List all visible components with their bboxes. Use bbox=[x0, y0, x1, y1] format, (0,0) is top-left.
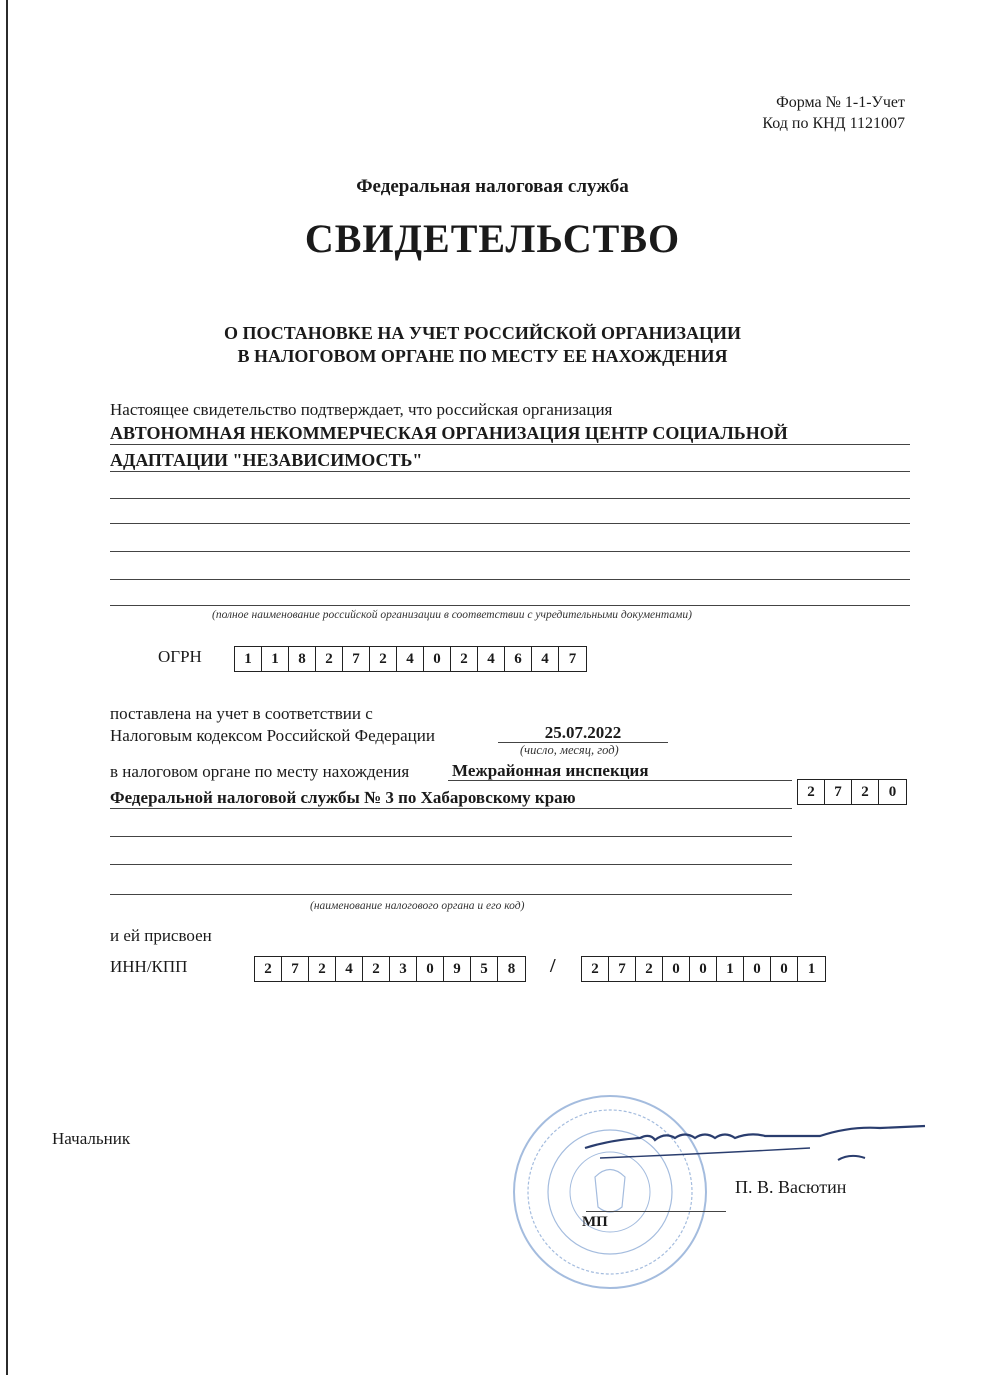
kpp-digits-cell: 0 bbox=[771, 957, 798, 981]
org-line-2 bbox=[110, 471, 910, 472]
tax-office-code-cell: 2 bbox=[852, 780, 879, 804]
ogrn-digits-cell: 1 bbox=[262, 647, 289, 671]
signature-stroke-2 bbox=[600, 1148, 810, 1158]
inn-digits-cell: 8 bbox=[507, 960, 516, 977]
inn-digits-cell: 7 bbox=[282, 957, 309, 981]
agency-name: Федеральная налоговая служба bbox=[356, 176, 629, 197]
position-title: Начальник bbox=[52, 1129, 131, 1148]
signature-stroke-3 bbox=[838, 1156, 865, 1160]
kpp-digits-cell: 0 bbox=[663, 957, 690, 981]
seal-place-label: МП bbox=[582, 1214, 608, 1230]
ogrn-digits-cell: 0 bbox=[424, 647, 451, 671]
org-caption: (полное наименование российской организации в соответствии с учредительными документами) bbox=[212, 609, 692, 621]
org-line-5 bbox=[110, 551, 910, 552]
kpp-digits-cell: 1 bbox=[807, 960, 816, 977]
ogrn-digits-cell: 2 bbox=[451, 647, 478, 671]
kpp-digits-cell: 7 bbox=[609, 957, 636, 981]
ogrn-digits-cell: 7 bbox=[568, 650, 577, 667]
tax-office-caption: (наименование налогового органа и его код) bbox=[310, 900, 525, 912]
form-number: Форма № 1-1-Учет bbox=[776, 94, 905, 111]
tax-office-line-2: Федеральной налоговой службы № 3 по Хабаровскому краю bbox=[110, 788, 576, 807]
org-name-line-2: АДАПТАЦИИ "НЕЗАВИСИМОСТЬ" bbox=[110, 450, 423, 470]
registered-line-2: Налоговым кодексом Российской Федерации bbox=[110, 726, 435, 745]
tax-office-underline-5 bbox=[110, 894, 792, 895]
ogrn-digits-cell: 4 bbox=[532, 647, 559, 671]
org-line-3 bbox=[110, 498, 910, 499]
inn-digits-cell: 2 bbox=[255, 957, 282, 981]
tax-office-prefix: в налоговом органе по месту нахождения bbox=[110, 762, 410, 781]
inn-kpp-label: ИНН/КПП bbox=[110, 957, 188, 976]
subtitle-line-2: В НАЛОГОВОМ ОРГАНЕ ПО МЕСТУ ЕЕ НАХОЖДЕНИЯ bbox=[237, 346, 728, 366]
signatory-name: П. В. Васютин bbox=[735, 1177, 847, 1197]
org-name-line-1: АВТОНОМНАЯ НЕКОММЕРЧЕСКАЯ ОРГАНИЗАЦИЯ ЦЕНТР СОЦИАЛЬНОЙ bbox=[110, 423, 788, 443]
tax-office-underline-1 bbox=[448, 780, 792, 781]
org-line-6 bbox=[110, 579, 910, 580]
org-line-7 bbox=[110, 605, 910, 606]
ogrn-digits-cell: 7 bbox=[343, 647, 370, 671]
ogrn-digits-cell: 6 bbox=[505, 647, 532, 671]
inn-kpp-separator: / bbox=[550, 955, 556, 977]
inn-digits-cell: 9 bbox=[444, 957, 471, 981]
ogrn-digits-cell: 4 bbox=[478, 647, 505, 671]
inn-digit-cells bbox=[254, 956, 526, 982]
ogrn-digits-cell: 4 bbox=[397, 647, 424, 671]
subtitle-line-1: О ПОСТАНОВКЕ НА УЧЕТ РОССИЙСКОЙ ОРГАНИЗАЦИИ bbox=[223, 323, 742, 343]
tax-office-code-cell: 2 bbox=[798, 780, 825, 804]
tax-office-line-1: Межрайонная инспекция bbox=[452, 761, 649, 780]
assigned-text: и ей присвоен bbox=[110, 926, 212, 945]
form-number-block bbox=[762, 92, 905, 134]
signature-line bbox=[586, 1211, 726, 1212]
document-title: СВИДЕТЕЛЬСТВО bbox=[304, 216, 681, 261]
ogrn-digits-cell: 2 bbox=[316, 647, 343, 671]
knd-code: Код по КНД 1121007 bbox=[762, 115, 905, 132]
tax-office-code-cell: 0 bbox=[888, 783, 897, 800]
inn-digits-cell: 4 bbox=[336, 957, 363, 981]
registration-date: 25.07.2022 bbox=[544, 723, 622, 742]
inn-digits-cell: 3 bbox=[390, 957, 417, 981]
tax-office-code-cells bbox=[797, 779, 907, 805]
page-left-edge bbox=[6, 0, 8, 1375]
org-line-4 bbox=[110, 523, 910, 524]
ogrn-digits-cell: 8 bbox=[289, 647, 316, 671]
ogrn-digits-cell: 2 bbox=[370, 647, 397, 671]
ogrn-digit-cells bbox=[234, 646, 587, 672]
inn-digits-cell: 2 bbox=[363, 957, 390, 981]
kpp-digits-cell: 1 bbox=[717, 957, 744, 981]
ogrn-label: ОГРН bbox=[158, 647, 202, 666]
tax-office-underline-2 bbox=[110, 808, 792, 809]
tax-office-code-cell: 7 bbox=[825, 780, 852, 804]
org-line-1 bbox=[110, 444, 910, 445]
inn-digits-cell: 0 bbox=[417, 957, 444, 981]
kpp-digits-cell: 2 bbox=[582, 957, 609, 981]
tax-office-underline-4 bbox=[110, 864, 792, 865]
signature-stroke-1 bbox=[585, 1126, 925, 1148]
inn-digits-cell: 2 bbox=[309, 957, 336, 981]
confirm-text: Настоящее свидетельство подтверждает, что российская организация bbox=[110, 400, 613, 419]
ogrn-digits-cell: 1 bbox=[235, 647, 262, 671]
kpp-digits-cell: 0 bbox=[690, 957, 717, 981]
date-caption: (число, месяц, год) bbox=[520, 743, 619, 757]
kpp-digit-cells bbox=[581, 956, 826, 982]
registered-line-1: поставлена на учет в соответствии с bbox=[110, 704, 373, 723]
tax-office-underline-3 bbox=[110, 836, 792, 837]
kpp-digits-cell: 0 bbox=[744, 957, 771, 981]
signature-icon bbox=[580, 1118, 930, 1178]
inn-digits-cell: 5 bbox=[471, 957, 498, 981]
kpp-digits-cell: 2 bbox=[636, 957, 663, 981]
